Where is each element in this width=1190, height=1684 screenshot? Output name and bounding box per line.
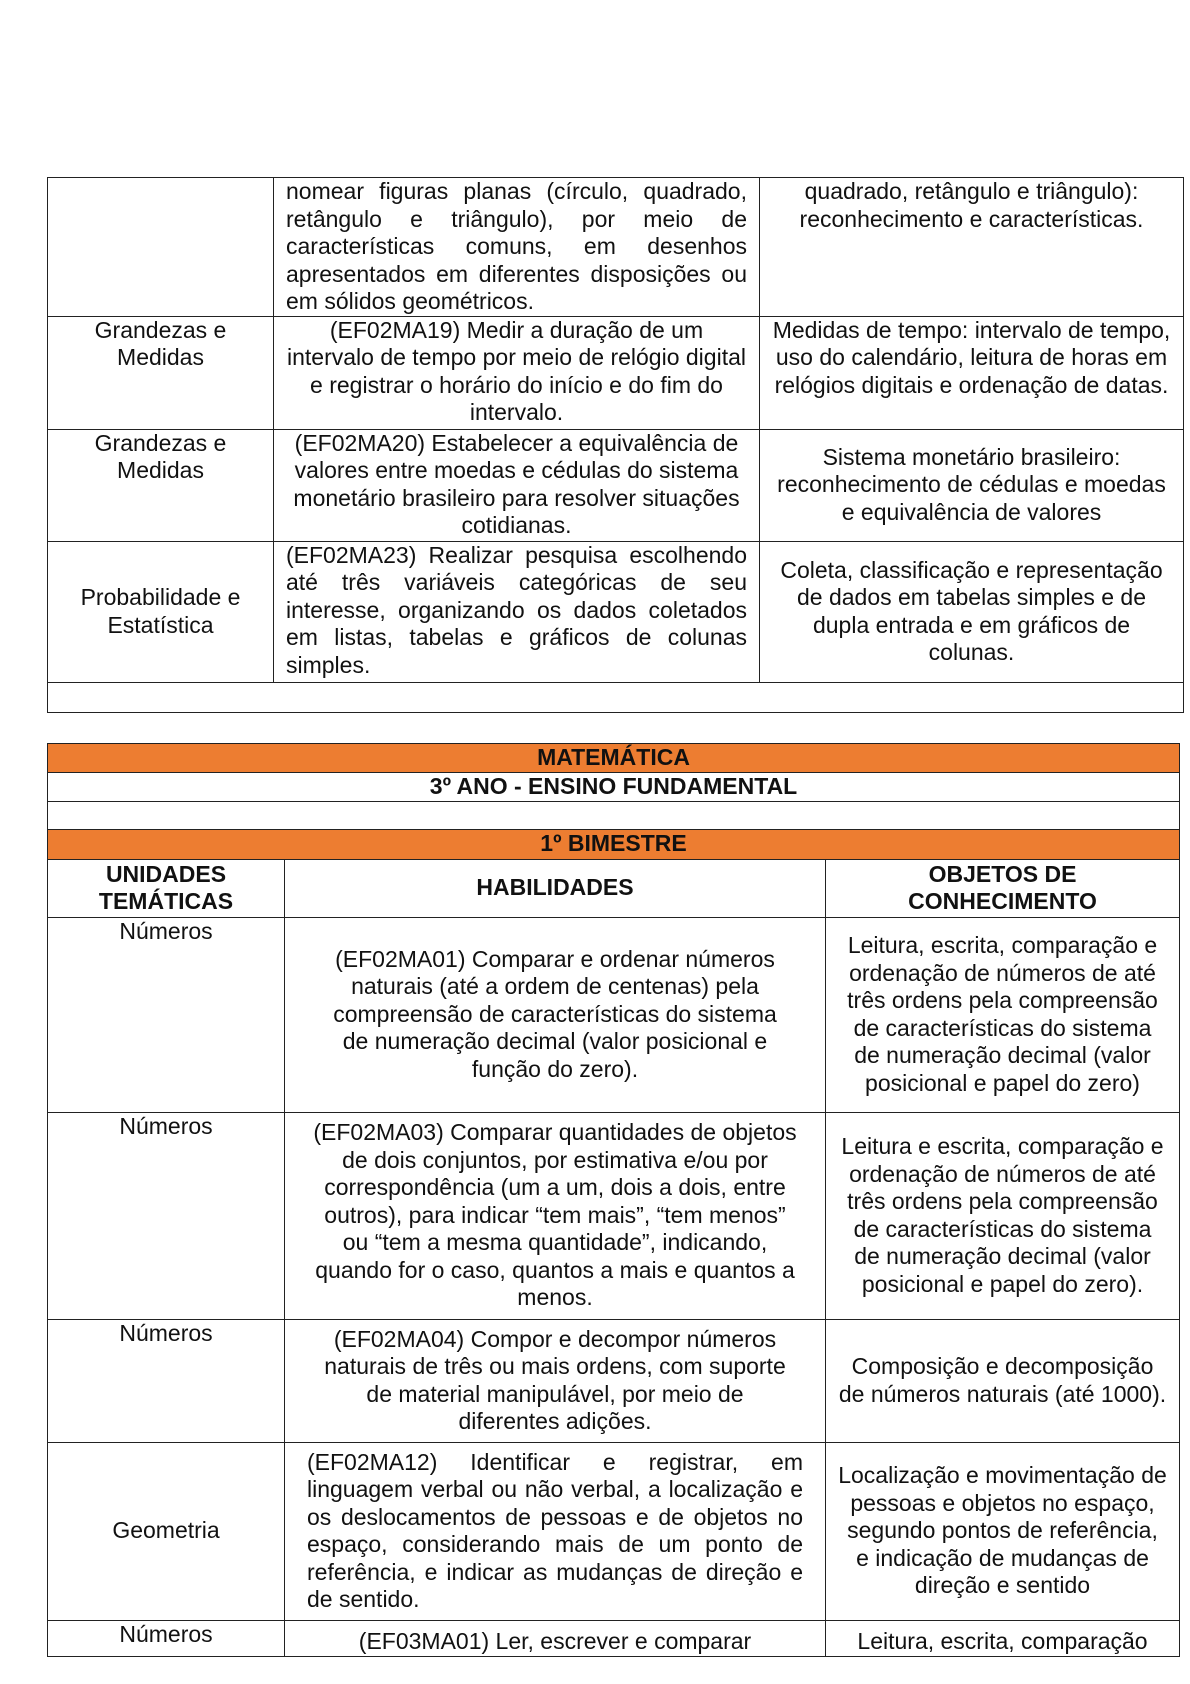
skill-cell: nomear figuras planas (círculo, quadrado, retângulo e triângulo), por meio de características comuns, em desenhos apresentados em diferentes disposições ou em sólidos geométricos. [274,178,760,317]
object-cell: Coleta, classificação e representação de dados em tabelas simples e de dupla entrada e em gráficos de colunas. [760,541,1184,682]
skill-cell: (EF02MA03) Comparar quantidades de objetos de dois conjuntos, por estimativa e/ou por correspondência (um a um, dois a dois, entre outros), para indicar “tem mais”, “tem menos” ou “tem a mesma quantidade”, indicando, quando for o caso, quantos a mais e quantos a menos. [285,1112,826,1319]
unit-cell: Números [48,1319,285,1442]
object-cell: Medidas de tempo: intervalo de tempo, uso do calendário, leitura de horas em relógios digitais e ordenação de datas. [760,316,1184,429]
object-cell: Leitura e escrita, comparação e ordenação de números de até três ordens pela compreensão de características do sistema de numeração decimal (valor posicional e papel do zero). [826,1112,1180,1319]
grade-title: 3º ANO - ENSINO FUNDAMENTAL [48,772,1180,801]
skill-cell: (EF02MA23) Realizar pesquisa escolhendo até três variáveis categóricas de seu interesse, organizando os dados coletados em listas, tabelas e gráficos de colunas simples. [274,541,760,682]
object-cell: Sistema monetário brasileiro: reconhecimento de cédulas e moedas e equivalência de valores [760,429,1184,541]
object-cell: Leitura, escrita, comparação e ordenação de números de até três ordens pela compreensão de características do sistema de numeração decimal (valor posicional e papel do zero) [826,917,1180,1112]
table-row-empty [48,682,1184,712]
header-row [48,859,1180,917]
skill-cell: (EF02MA19) Medir a duração de um intervalo de tempo por meio de relógio digital e registrar o horário do início e do fim do intervalo. [274,316,760,429]
continuation-table [47,177,1184,713]
table-row [48,541,1184,682]
subject-row [48,744,1180,773]
empty-cell [48,682,1184,712]
spacer-row [48,801,1180,829]
subject-title: MATEMÁTICA [48,744,1180,773]
units-header: UNIDADES TEMÁTICAS [48,859,285,917]
unit-cell [48,178,274,317]
unit-cell: Geometria [48,1442,285,1620]
table-row [48,1112,1180,1319]
object-cell: Leitura, escrita, comparação [826,1620,1180,1656]
skills-header: HABILIDADES [285,859,826,917]
table-row [48,429,1184,541]
objects-header: OBJETOS DE CONHECIMENTO [826,859,1180,917]
skill-cell: (EF02MA12) Identificar e registrar, em linguagem verbal ou não verbal, a localização e os deslocamentos de pessoas e de objetos no espaço, considerando mais de um ponto de referência, e indicar as mudanças de direção e de sentido. [285,1442,826,1620]
skill-cell: (EF02MA04) Compor e decompor números naturais de três ou mais ordens, com suporte de material manipulável, por meio de diferentes adições. [285,1319,826,1442]
skill-cell: (EF03MA01) Ler, escrever e comparar [285,1620,826,1656]
grade-row [48,772,1180,801]
object-cell: Localização e movimentação de pessoas e objetos no espaço, segundo pontos de referência, e indicação de mudanças de direção e sentido [826,1442,1180,1620]
table-row [48,316,1184,429]
object-cell: Composição e decomposição de números naturais (até 1000). [826,1319,1180,1442]
unit-cell: Grandezas e Medidas [48,429,274,541]
skill-cell: (EF02MA20) Estabelecer a equivalência de valores entre moedas e cédulas do sistema monetário brasileiro para resolver situações cotidianas. [274,429,760,541]
term-row [48,829,1180,859]
unit-cell: Números [48,1620,285,1656]
unit-cell: Números [48,1112,285,1319]
term-title: 1º BIMESTRE [48,829,1180,859]
table-row [48,1319,1180,1442]
skill-cell: (EF02MA01) Comparar e ordenar números naturais (até a ordem de centenas) pela compreensão de características do sistema de numeração decimal (valor posicional e função do zero). [285,917,826,1112]
unit-cell: Probabilidade e Estatística [48,541,274,682]
table-row [48,178,1184,317]
table-row [48,917,1180,1112]
table-row [48,1620,1180,1656]
unit-cell: Grandezas e Medidas [48,316,274,429]
empty-cell [48,801,1180,829]
table-row [48,1442,1180,1620]
object-cell: quadrado, retângulo e triângulo): reconhecimento e características. [760,178,1184,317]
curriculum-table [47,743,1180,1657]
unit-cell: Números [48,917,285,1112]
